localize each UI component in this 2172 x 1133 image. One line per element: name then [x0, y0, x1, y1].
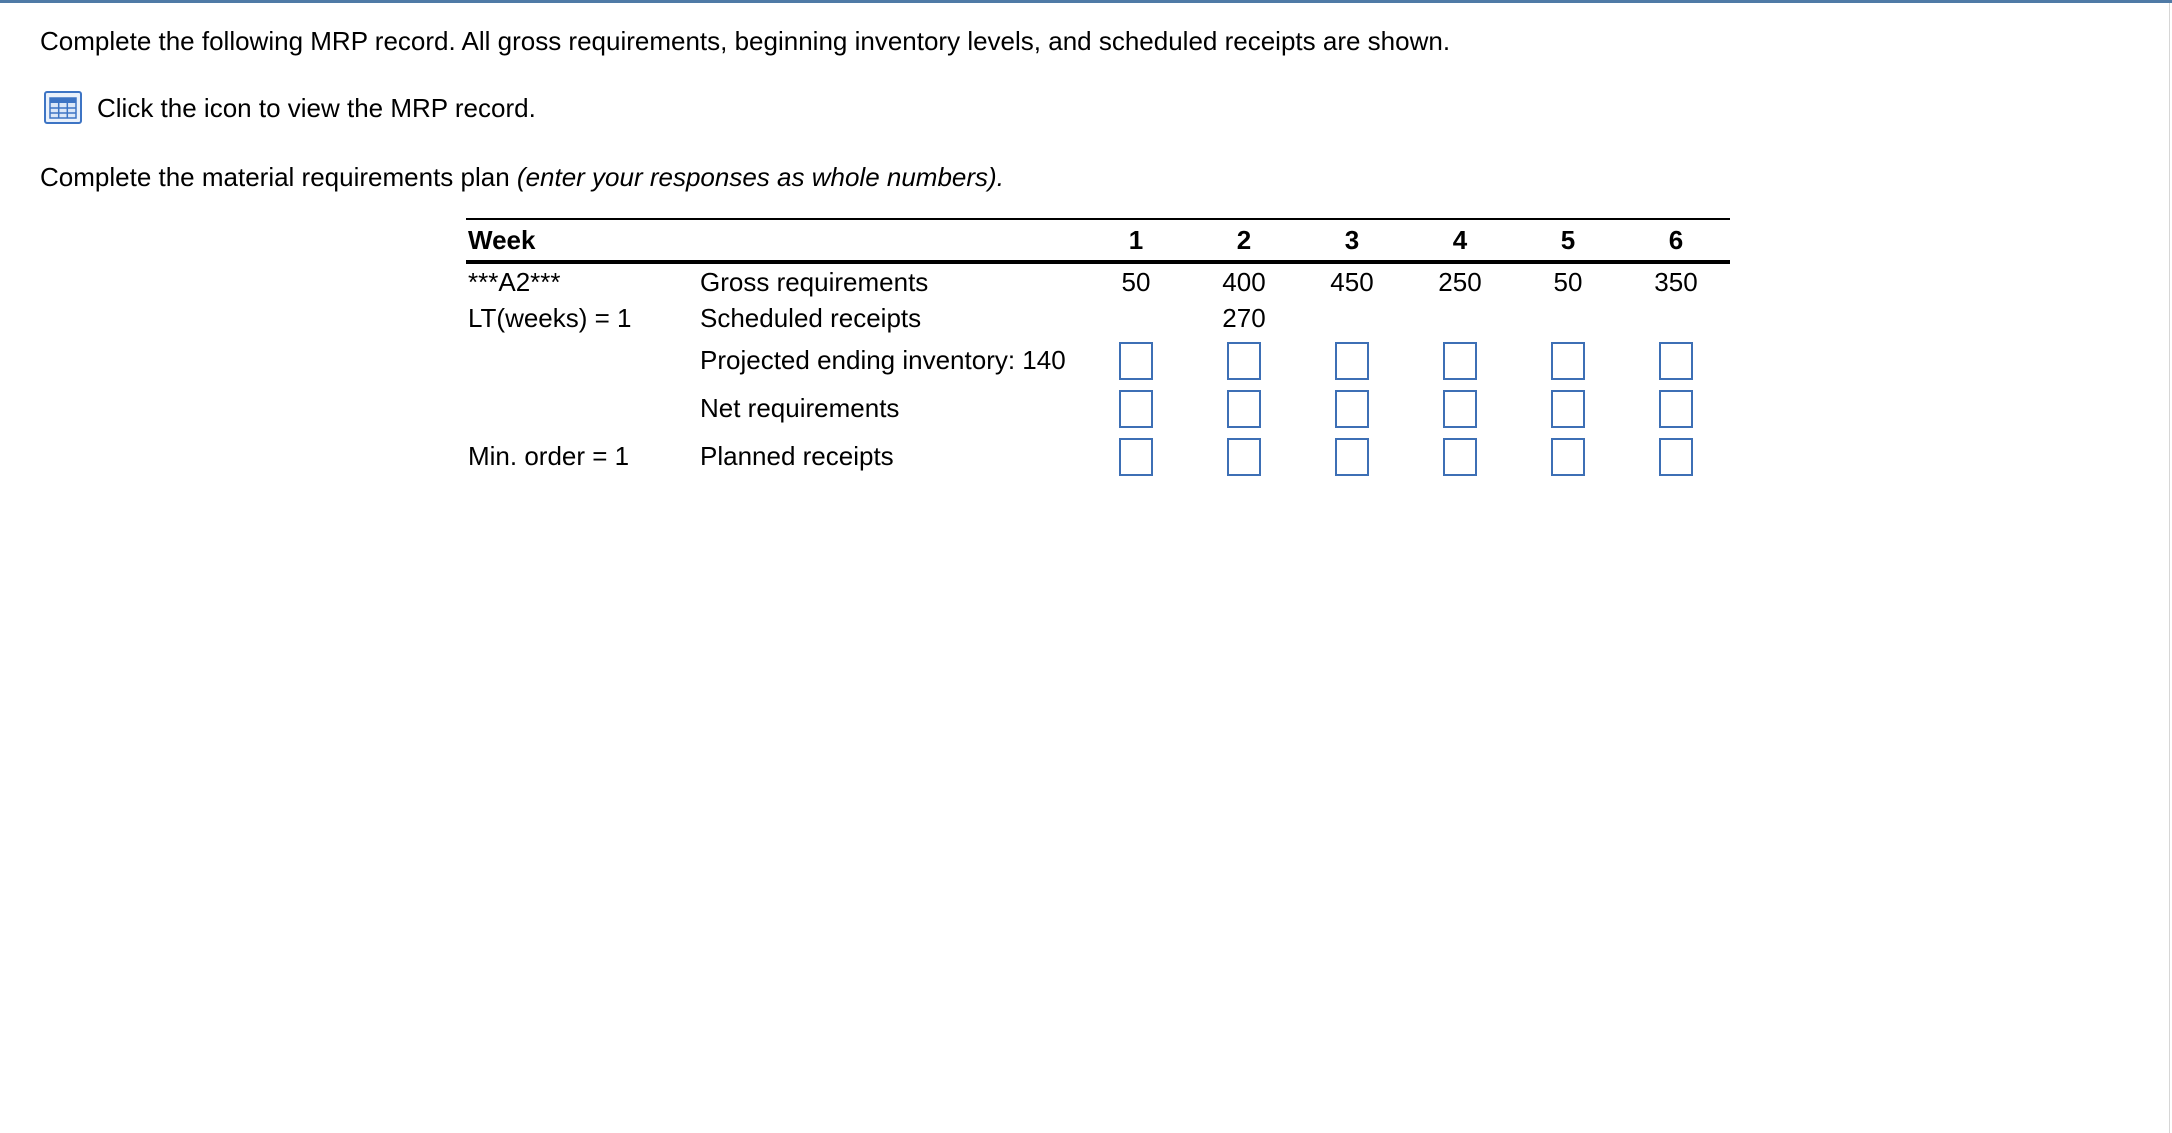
week-number: 3: [1344, 225, 1360, 255]
net-requirements-input[interactable]: [1119, 390, 1153, 428]
question-page: [0, 3, 2170, 1133]
week-number: 1: [1128, 225, 1144, 255]
scheduled-receipts-row: [466, 300, 1730, 336]
row-label: Gross requirements: [700, 267, 929, 297]
lead-time: LT(weeks) = 1: [468, 303, 632, 333]
net-requirements-input[interactable]: [1551, 390, 1585, 428]
planned-receipts-input[interactable]: [1659, 438, 1693, 476]
row-label: Projected ending inventory: 140: [700, 345, 1066, 375]
net-requirements-row: [466, 384, 1730, 432]
gross-value: 400: [1222, 267, 1266, 297]
view-record-text: Click the icon to view the MRP record.: [97, 92, 536, 123]
planned-receipts-input[interactable]: [1335, 438, 1369, 476]
view-record-row: [44, 91, 536, 124]
projected-inventory-row: [466, 336, 1730, 384]
week-number: 2: [1236, 225, 1252, 255]
row-label: Net requirements: [700, 393, 900, 423]
row-label: Scheduled receipts: [700, 303, 922, 333]
mrp-table: [466, 218, 1730, 480]
planned-receipts-input[interactable]: [1443, 438, 1477, 476]
gross-value: 250: [1438, 267, 1482, 297]
plan-instruction: [40, 161, 1004, 193]
gross-value: 50: [1553, 267, 1583, 297]
net-requirements-input[interactable]: [1443, 390, 1477, 428]
projected-inventory-input[interactable]: [1335, 342, 1369, 380]
planned-receipts-input[interactable]: [1227, 438, 1261, 476]
projected-inventory-input[interactable]: [1443, 342, 1477, 380]
planned-receipts-row: [466, 432, 1730, 480]
plan-instruction-main: Complete the material requirements plan: [40, 162, 517, 192]
net-requirements-input[interactable]: [1227, 390, 1261, 428]
plan-instruction-note: (enter your responses as whole numbers).: [516, 162, 1004, 192]
week-header: Week: [468, 225, 536, 255]
instruction-text: Complete the following MRP record. All gross requirements, beginning inventory levels, and scheduled receipts are shown.: [40, 26, 1451, 56]
scheduled-value: 270: [1222, 303, 1266, 333]
week-number: 6: [1668, 225, 1684, 255]
projected-inventory-input[interactable]: [1227, 342, 1261, 380]
gross-value: 350: [1654, 267, 1698, 297]
item-name: ***A2***: [468, 267, 561, 297]
gross-requirements-row: [466, 264, 1730, 300]
projected-inventory-input[interactable]: [1551, 342, 1585, 380]
row-label: Planned receipts: [700, 441, 894, 471]
gross-value: 450: [1330, 267, 1374, 297]
planned-receipts-input[interactable]: [1119, 438, 1153, 476]
net-requirements-input[interactable]: [1659, 390, 1693, 428]
projected-inventory-input[interactable]: [1659, 342, 1693, 380]
table-header-row: [466, 218, 1730, 264]
gross-value: 50: [1121, 267, 1151, 297]
table-grid-icon[interactable]: [44, 91, 82, 124]
week-number: 4: [1452, 225, 1468, 255]
min-order: Min. order = 1: [468, 441, 630, 471]
planned-receipts-input[interactable]: [1551, 438, 1585, 476]
week-number: 5: [1560, 225, 1576, 255]
net-requirements-input[interactable]: [1335, 390, 1369, 428]
projected-inventory-input[interactable]: [1119, 342, 1153, 380]
